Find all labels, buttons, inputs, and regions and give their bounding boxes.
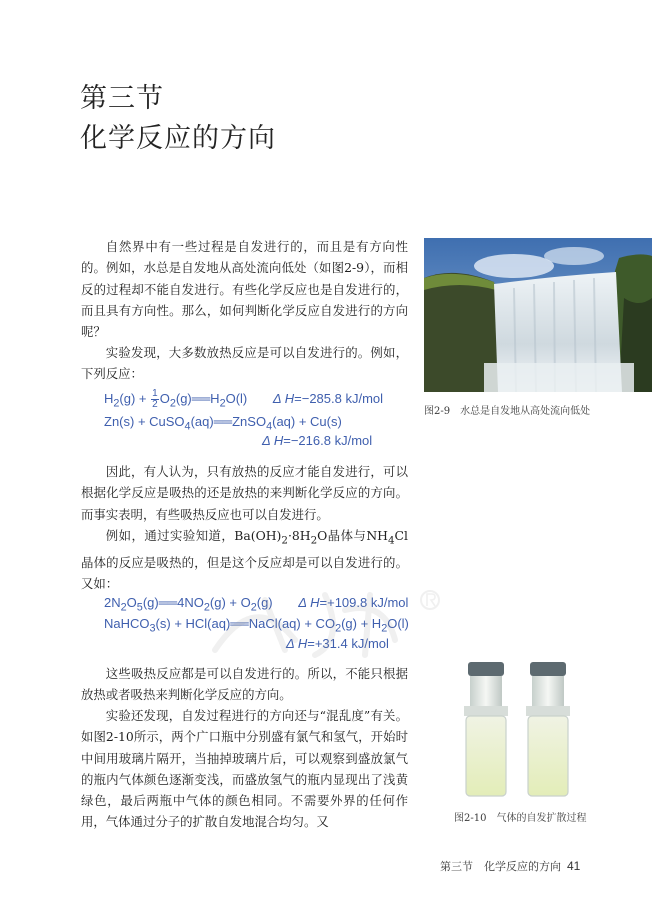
waterfall-photo xyxy=(424,238,652,392)
figure-2-10-caption: 图2-10 气体的自发扩散过程 xyxy=(454,813,587,824)
section-number: 第三节 xyxy=(80,83,164,114)
gas-diffusion-jars-photo xyxy=(454,660,594,804)
equation-4: NaHCO$_3$(s) + HCl(aq)══NaCl(aq) + $CO_2(g) + H_2O(l)$ xyxy=(104,616,409,635)
page-footer xyxy=(440,858,580,874)
paragraph-6: 实验还发现，自发过程进行的方向还与“混乱度”有关。如图2-10所示，两个广口瓶中分别盛有氯气和氢气，开始时中间用玻璃片隔开，当抽掉玻璃片后，可以观察到盛放氯气的瓶内气体颜色逐渐变浅，而盛放氢气的瓶内显现出了浅黄绿色，最后两瓶中气体的颜色相同。不需要外界的任何作用，气体通过分子的扩散自发地混合均匀。又 xyxy=(81,708,408,830)
fraction-one-half: $\frac{1}{2}$ xyxy=(152,388,158,410)
equation-2-enthalpy: Δ H=−216.8 kJ/mol xyxy=(262,433,373,448)
publisher-watermark-logo xyxy=(195,580,455,660)
equation-2: Zn(s) + CuSO$_4$(aq)══ZnSO$_4$(aq) + Cu(s) xyxy=(104,414,342,433)
figure-2-9-caption: 图2-9 水总是自发地从高处流向低处 xyxy=(424,406,591,417)
footer-section-title: 第三节 化学反应的方向 xyxy=(440,860,561,873)
paragraph-5: 这些吸热反应都是可以自发进行的。所以，不能只根据放热或者吸热来判断化学反应的方向。 xyxy=(81,666,408,703)
equation-1: $H_2(g)$ + $\frac{1}{2}$ $O_2(g)══H_2O(l)$ Δ H=−285.8 kJ/mol xyxy=(104,388,384,410)
section-title: 化学反应的方向 xyxy=(80,123,276,154)
equation-3: $2N_2O_5(g)══4NO_2(g) + O_2(g)$ Δ H=+109.8 kJ/mol xyxy=(104,595,409,614)
paragraph-1: 自然界中有一些过程是自发进行的，而且是有方向性的。例如，水总是自发地从高处流向低处（如图2-9），而相反的过程却不能自发进行。有些化学反应也是自发进行的，而且具有方向性。那么，如何判断化学反应自发进行的方向呢？ xyxy=(81,239,408,340)
paragraph-3: 因此，有人认为，只有放热的反应才能自发进行，可以根据化学反应是吸热的还是放热的来判断化学反应的方向。而事实表明，有些吸热反应也可以自发进行。 xyxy=(81,464,408,522)
paragraph-4: 例如，通过实验知道，$Ba(OH)_2\cdot 8H_2O$晶体与$NH_4Cl$晶体的反应是吸热的，但是这个反应却是可以自发进行的。又如： xyxy=(81,528,408,592)
equation-4-enthalpy: Δ H=+31.4 kJ/mol xyxy=(286,636,389,651)
page-number: 41 xyxy=(567,859,581,873)
paragraph-2: 实验发现，大多数放热反应是可以自发进行的。例如，下列反应： xyxy=(81,345,408,382)
